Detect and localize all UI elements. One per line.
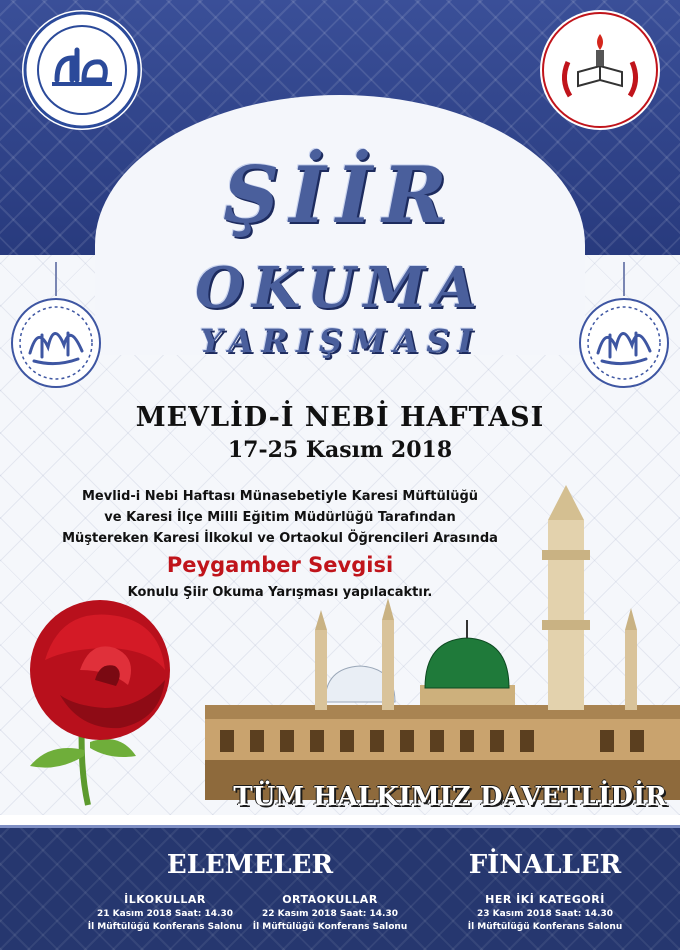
title-line-okuma: OKUMA bbox=[195, 255, 485, 321]
schedule-column-middle bbox=[230, 893, 430, 932]
description-line-2: ve Karesi İlçe Milli Eğitim Müdürlüğü Tarafından bbox=[104, 510, 456, 525]
ornament-string-left bbox=[55, 262, 57, 296]
ornament-string-right bbox=[623, 262, 625, 296]
calligraphy-ornament-right-icon bbox=[576, 295, 672, 391]
schedule-column-time: 23 Kasım 2018 Saat: 14.30 bbox=[477, 909, 613, 919]
schedule-column-place: İl Müftülüğü Konferans Salonu bbox=[467, 922, 623, 932]
schedule-column-time: 21 Kasım 2018 Saat: 14.30 bbox=[97, 909, 233, 919]
finals-title: FİNALLER bbox=[468, 850, 622, 880]
diyanet-emblem-icon bbox=[22, 10, 142, 130]
schedule-column-place: İl Müftülüğü Konferans Salonu bbox=[252, 922, 408, 932]
schedule-column-heading: İLKOKULLAR bbox=[124, 893, 206, 906]
meb-logo bbox=[540, 10, 660, 130]
event-dates: 17-25 Kasım 2018 bbox=[227, 437, 453, 463]
description-line-4: Konulu Şiir Okuma Yarışması yapılacaktır. bbox=[127, 585, 433, 600]
red-rose-icon bbox=[30, 600, 170, 805]
title-line-siir: ŞİİR bbox=[222, 150, 458, 241]
schedule-column-finals bbox=[445, 893, 645, 932]
title-line-yarismasi: YARIŞMASI bbox=[199, 322, 481, 360]
topic-highlight: Peygamber Sevgisi bbox=[166, 553, 394, 577]
schedule-column-heading: ORTAOKULLAR bbox=[282, 893, 378, 906]
diyanet-logo bbox=[22, 10, 142, 130]
description-line-1: Mevlid-i Nebi Haftası Münasebetiyle Karesi Müftülüğü bbox=[81, 489, 479, 504]
meb-emblem-icon bbox=[540, 10, 660, 130]
invitation-banner: TÜM HALKIMIZ DAVETLİDİR bbox=[233, 782, 667, 812]
description-line-3: Müştereken Karesi İlkokul ve Ortaokul Öğrencileri Arasında bbox=[62, 531, 498, 546]
schedule-column-heading: HER İKİ KATEGORİ bbox=[485, 893, 605, 906]
event-week-heading: MEVLİD-İ NEBİ HAFTASI bbox=[135, 402, 545, 433]
eliminations-title: ELEMELER bbox=[166, 850, 334, 880]
calligraphy-ornament-left-icon bbox=[8, 295, 104, 391]
schedule-column-place: İl Müftülüğü Konferans Salonu bbox=[87, 922, 243, 932]
schedule-column-time: 22 Kasım 2018 Saat: 14.30 bbox=[262, 909, 398, 919]
